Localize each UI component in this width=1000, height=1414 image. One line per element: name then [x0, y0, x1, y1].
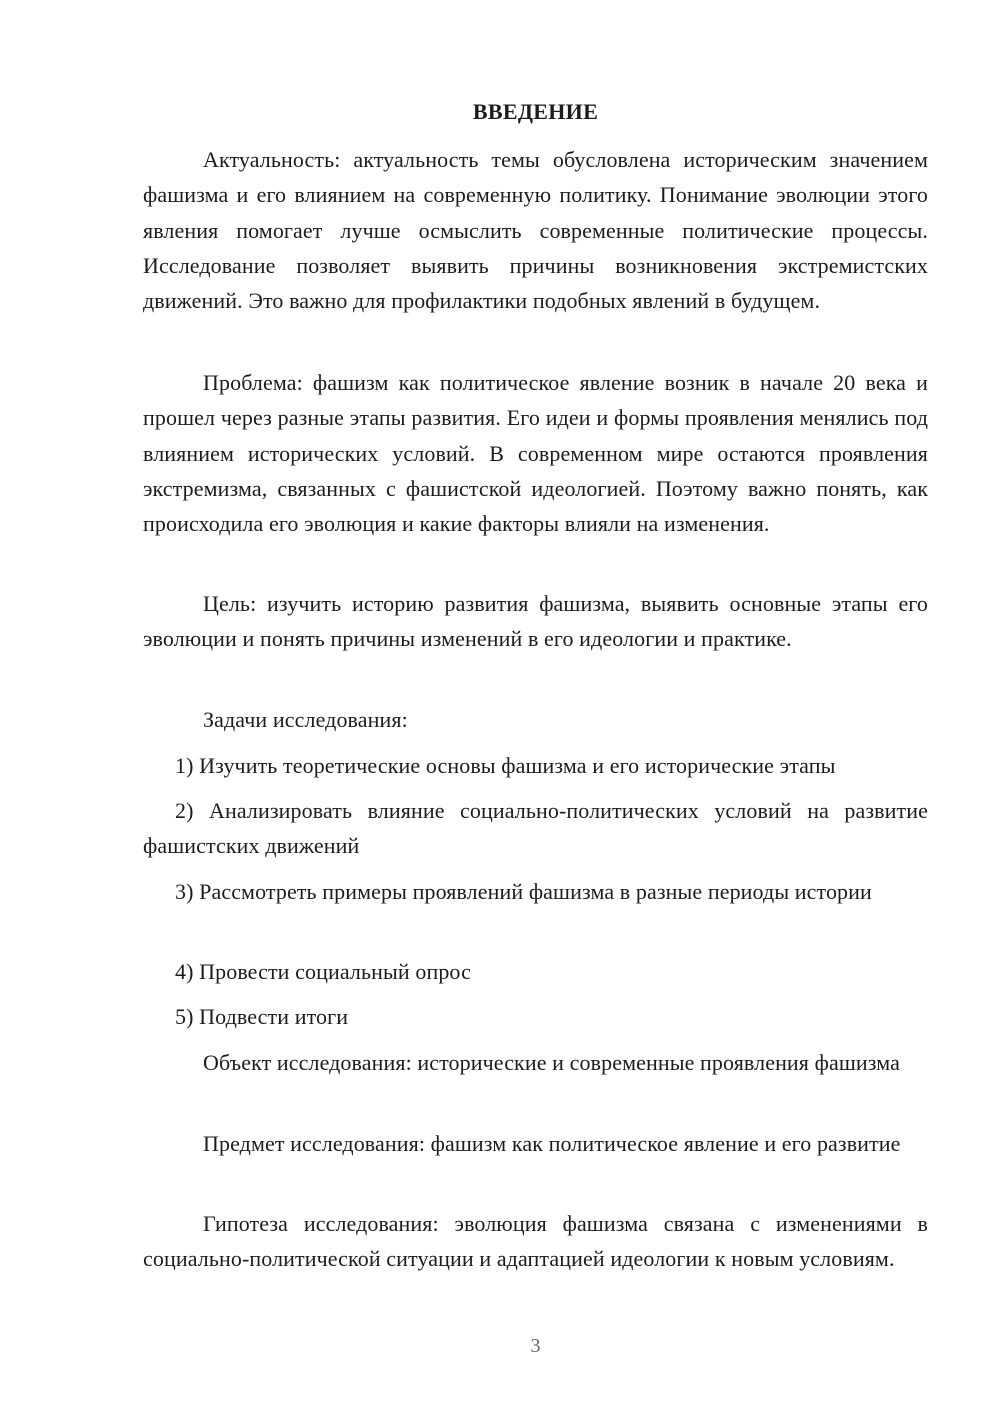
problem-paragraph: Проблема: фашизм как политическое явление возник в начале 20 века и прошел через разные этапы развития. Его идеи и формы проявления менялись под влиянием исторических условий. В современном мире остаются проявления экстремизма, связанных с фашистской идеологией. Поэтому важно понять, как происходила его эволюция и какие факторы влияли на изменения. [143, 370, 928, 537]
document-page [143, 0, 928, 1414]
page-title: ВВЕДЕНИЕ [472, 99, 599, 124]
subject-paragraph: Предмет исследования: фашизм как политическое явление и его развитие [203, 1131, 901, 1156]
hypothesis-paragraph: Гипотеза исследования: эволюция фашизма связана с изменениями в социально-политической ситуации и адаптацией идеологии к новым условиям. [143, 1211, 928, 1272]
task-list-item: 2) Анализировать влияние социально-политических условий на развитие фашистских движений [143, 798, 928, 859]
tasks-heading: Задачи исследования: [203, 707, 408, 732]
object-paragraph: Объект исследования: исторические и современные проявления фашизма [203, 1050, 900, 1075]
task-list-item: 3) Рассмотреть примеры проявлений фашизма в разные периоды истории [175, 879, 872, 904]
relevance-paragraph: Актуальность: актуальность темы обусловлена историческим значением фашизма и его влиянием на современную политику. Понимание эволюции этого явления помогает лучше осмыслить современные политические процессы. Исследование позволяет выявить причины возникновения экстремистских движений. Это важно для профилактики подобных явлений в будущем. [143, 147, 928, 314]
page-number: 3 [530, 1335, 541, 1357]
goal-paragraph: Цель: изучить историю развития фашизма, выявить основные этапы его эволюции и понять причины изменений в его идеологии и практике. [143, 591, 928, 652]
task-list-item: 4) Провести социальный опрос [175, 959, 471, 984]
task-list-item: 1) Изучить теоретические основы фашизма и его исторические этапы [175, 753, 836, 778]
task-list-item: 5) Подвести итоги [175, 1004, 349, 1029]
